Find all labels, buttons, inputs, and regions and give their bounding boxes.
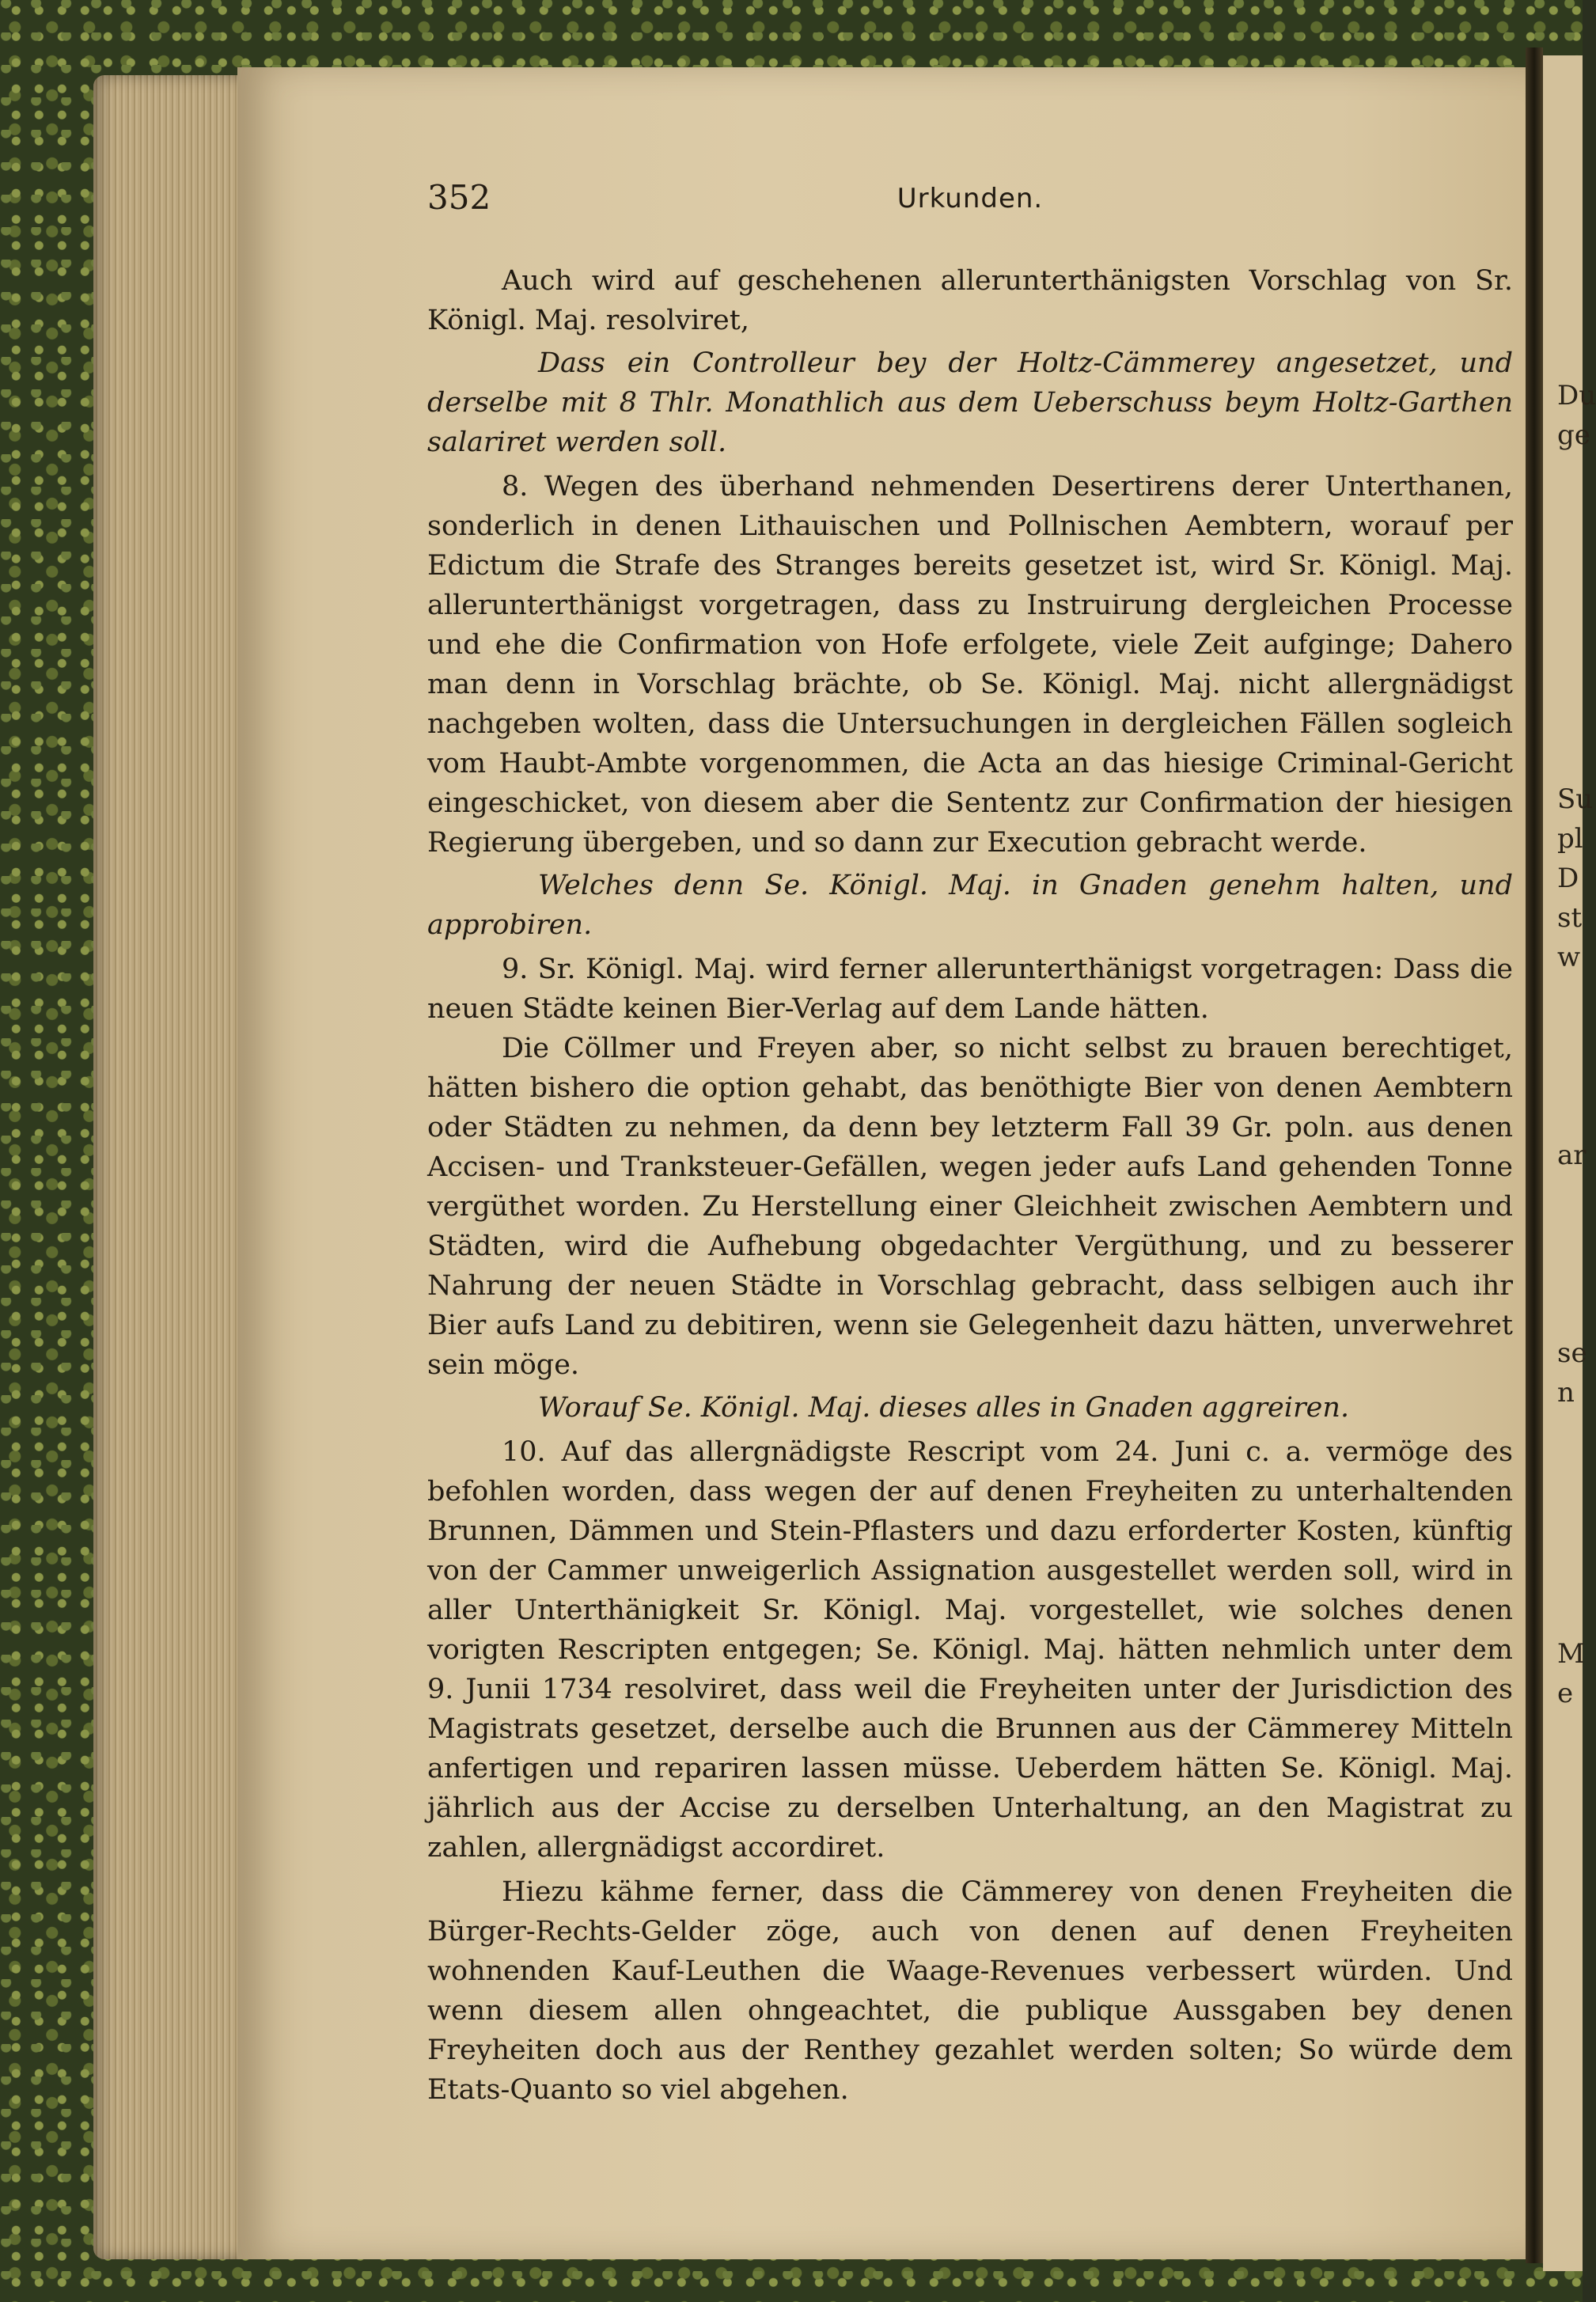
next-page-fragment: e bbox=[1557, 1678, 1574, 1709]
paragraph: 10. Auf das allergnädigste Rescript vom 24. Juni c. a. vermöge des befohlen worden, dass wegen der auf denen Freyheiten zu unterhaltenden Brunnen, Dämmen und Stein-Pflasters und dazu erforderter Kosten, künftig von der Cammer unweigerlich Assignation ausgestellet werden soll, wird in aller Unterthänigkeit Sr. Königl. Maj. vorgestellet, wie solches denen vorigten Rescripten entgegen; Se. Königl. Maj. hätten nehmlich unter dem 9. Junii 1734 resolviret, dass weil die Freyheiten unter der Jurisdiction des Magistrats gesetzet, derselbe auch die Brunnen aus der Cämmerey Mitteln anfertigen und repariren lassen müsse. Ueberdem hätten Se. Königl. Maj. jährlich aus der Accise zu derselben Unterhaltung, an den Magistrat zu zahlen, allergnädigst accordiret. bbox=[427, 1436, 1513, 1864]
paragraph: Hiezu kähme ferner, dass die Cämmerey von denen Freyheiten die Bürger-Rechts-Gelder zöge, auch von denen auf denen Freyheiten wohnenden Kauf-Leuthen die Waage-Revenues verbessert würden. Und wenn diesem allen ohngeachtet, die publique Aussgaben bey denen Freyheiten doch aus der Renthey gezahlet werden solten; So würde dem Etats-Quanto so viel abgehen. bbox=[427, 1876, 1513, 2106]
resolution-paragraph: Dass ein Controlleur bey der Holtz-Cämmerey angesetzet, und derselbe mit 8 Thlr. Monathlich aus dem Ueberschuss beym Holtz-Garthen salariret werden soll. bbox=[427, 347, 1513, 458]
paragraph: 9. Sr. Königl. Maj. wird ferner allerunterthänigst vorgetragen: Dass die neuen Städte keinen Bier-Verlag auf dem Lande hätten. bbox=[427, 954, 1513, 1025]
paragraph: Die Cöllmer und Freyen aber, so nicht selbst zu brauen berechtiget, hätten bishero die option gehabt, das benöthigte Bier von denen Aembtern oder Städten zu nehmen, da denn bey letzterm Fall 39 Gr. poln. aus denen Accisen- und Tranksteuer-Gefällen, wegen jeder aufs Land gehenden Tonne vergüthet worden. Zu Herstellung einer Gleichheit zwischen Aembtern und Städten, wird die Aufhebung obgedachter Vergüthung, und zu besserer Nahrung der neuen Städte in Vorschlag gebracht, dass selbigen auch ihr Bier aufs Land zu debitiren, wenn sie Gelegenheit dazu hätten, unverwehret sein möge. bbox=[427, 1033, 1513, 1381]
next-page-fragment: n bbox=[1557, 1377, 1575, 1409]
next-page-fragment: st bbox=[1557, 902, 1583, 934]
next-page-fragment: w bbox=[1557, 942, 1581, 973]
page-header bbox=[427, 178, 1513, 226]
resolution-paragraph: Welches denn Se. Königl. Maj. in Gnaden genehm halten, und approbiren. bbox=[427, 870, 1513, 941]
paragraph: Auch wird auf geschehenen allerunterthänigsten Vorschlag von Sr. Königl. Maj. resolviret, bbox=[427, 265, 1513, 336]
page-number: 352 bbox=[427, 178, 491, 217]
resolution-paragraph: Worauf Se. Königl. Maj. dieses alles in Gnaden aggreiren. bbox=[538, 1392, 1350, 1424]
next-page-fragment: Du bbox=[1557, 380, 1596, 411]
next-page-fragment: pl bbox=[1557, 823, 1583, 855]
document-body bbox=[427, 261, 1513, 2110]
next-page-fragment: ar bbox=[1557, 1140, 1587, 1171]
paragraph: 8. Wegen des überhand nehmenden Desertirens derer Unterthanen, sonderlich in denen Lithauischen und Pollnischen Aembtern, worauf per Edictum die Strafe des Stranges bereits gesetzet ist, wird Sr. Königl. Maj. allerunterthänigst vorgetragen, dass zu Instruirung dergleichen Processe und ehe die Confirmation von Hofe erfolgete, viele Zeit aufginge; Dahero man denn in Vorschlag brächte, ob Se. Königl. Maj. nicht allergnädigst nachgeben wolten, dass die Untersuchungen in dergleichen Fällen sogleich vom Haubt-Ambte vorgenommen, die Acta an das hiesige Criminal-Gericht eingeschicket, von diesem aber die Sententz zur Confirmation der hiesigen Regierung übergeben, und so dann zur Execution gebracht werde. bbox=[427, 471, 1513, 859]
next-page-fragment: ge bbox=[1557, 419, 1590, 451]
page-stack-edge bbox=[93, 75, 252, 2259]
next-page-fragment: se bbox=[1557, 1337, 1587, 1369]
book-gutter bbox=[1526, 47, 1543, 2263]
next-page-fragment: Su bbox=[1557, 783, 1594, 815]
next-page-fragment: M bbox=[1557, 1638, 1585, 1670]
next-page-fragment: D bbox=[1557, 863, 1579, 894]
running-title: Urkunden. bbox=[897, 183, 1044, 214]
next-page-sliver bbox=[1543, 55, 1596, 2271]
